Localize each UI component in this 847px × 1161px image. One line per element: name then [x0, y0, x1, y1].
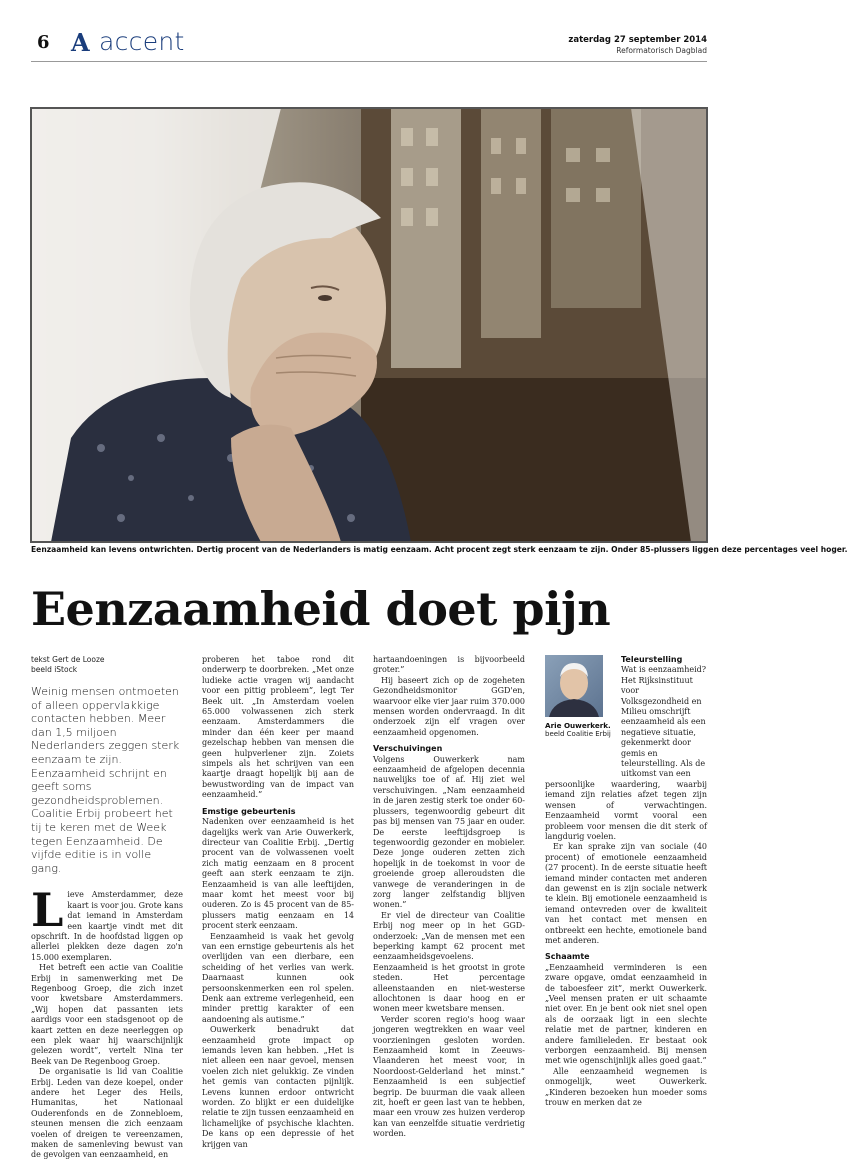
column-4: [545, 655, 707, 1108]
article-headline: Eenzaamheid doet pijn: [31, 582, 611, 636]
column-3: [373, 655, 525, 1140]
paragraph: Verder scoren regio's hoog waar jongeren wegtrekken en waar veel voorzieningen gesloten worden. Eenzaamheid komt in Zeeuws-Vlaanderen het meest voor, in Noordoost-Gelderland het minst.” Eenzaamheid is een subjectief begrip. De buurman die vaak alleen zit, hoeft er geen last van te hebben, maar een vrouw zes huizen verderop kan van eenzelfde situatie verdrietig worden.: [373, 1014, 525, 1139]
portrait-photo: [545, 655, 603, 717]
text-credit: tekst Gert de Looze: [31, 655, 105, 664]
issue-date: zaterdag 27 september 2014: [568, 35, 707, 45]
paragraph: De organisatie is lid van Coalitie Erbij. Leden van deze koepel, onder andere het Leger des Heils, Humanitas, het Nationaal Ouderenfonds en de Zonnebloem, steunen mensen die zich eenzaam voelen of dreigen te vereenzamen, maken de samenleving bewust van de gevolgen van eenzaamheid, en: [31, 1067, 183, 1160]
portrait-name: Arie Ouwerkerk.: [545, 721, 611, 730]
page-number: 6: [37, 32, 50, 53]
paragraph: Wat is eenzaamheid? Het Rijksinstituut voor Volksgezondheid en Milieu omschrijft eenzaamheid als een negatieve situatie, gekenmerkt door gemis en teleurstelling. Als de uitkomst van een: [621, 665, 707, 779]
paragraph: Nadenken over eenzaamheid is het dagelijks werk van Arie Ouwerkerk, directeur van Coalitie Erbij. „Dertig procent van de volwassenen voelt zich matig eenzaam en 8 procent geeft aan sterk eenzaam te zijn. Eenzaamheid is van alle leeftijden, maar komt het meest voor bij ouderen. Zo is 45 procent van de 85-plussers matig eenzaam en 14 procent sterk eenzaam.: [202, 817, 354, 931]
subheading: Verschuivingen: [373, 744, 443, 754]
image-credit: beeld iStock: [31, 665, 78, 674]
paragraph: Het betreft een actie van Coalitie Erbij in samenwerking met De Regenboog Groep, die zich inzet voor kwetsbare Amsterdammers. „Wij hopen dat passanten iets aardigs voor een stadsgenoot op de kaart zetten en deze neerleggen op een plek waar hij waarschijnlijk gelezen wordt”, vertelt Nina ter Beek van De Regenboog Groep.: [31, 963, 183, 1066]
paragraph: Lieve Amsterdammer, deze kaart is voor jou. Grote kans dat iemand in Amsterdam een kaartje vindt met dit opschrift. In de hoofdstad liggen op allerlei plekken deze dagen zo'n 15.000 exemplaren.: [31, 883, 183, 962]
photo-caption: Eenzaamheid kan levens ontwrichten. Dertig procent van de Nederlanders is matig eenzaam. Acht procent zegt sterk eenzaam te zijn. Onder 85-plussers liggen deze percentages veel hoger.: [31, 545, 847, 554]
paragraph: „Eenzaamheid verminderen is een zware opgave, omdat eenzaamheid in de taboesfeer zit”, merkt Ouwerkerk. „Veel mensen praten er uit schaamte niet over. En je bent ook niet snel open als de oorzaak ligt in een slechte relatie met de partner, kinderen en andere familieleden. Er bestaat ook verborgen eenzaamheid. Bij mensen met wie ogenschijnlijk alles goed gaat.”: [545, 962, 707, 1066]
page-header: [31, 28, 707, 62]
paragraph: Alle eenzaamheid wegnemen is onmogelijk, weet Ouwerkerk. „Kinderen bezoeken hun moeder soms trouw en merken dat ze: [545, 1066, 707, 1108]
paragraph: Volgens Ouwerkerk nam eenzaamheid de afgelopen decennia nauwelijks toe of af. Hij ziet wel verschuivingen. „Nam eenzaamheid in de jaren zestig sterk toe onder 60-plussers, tegenwoordig gebeurt dit pas bij mensen van 75 jaar en ouder. De eerste leeftijdsgroep is tegenwoordig gezonder en mobieler. Deze jonge ouderen zetten zich hopelijk in de toekomst in voor de groeiende groep alleroudsten die vanwege de veranderingen in de zorg langer zelfstandig blijven wonen.”: [373, 754, 525, 910]
paragraph: Er kan sprake zijn van sociale (40 procent) of emotionele eenzaamheid (27 procent). In de eerste situatie heeft iemand minder contacten met anderen dan gewenst en is zijn sociale netwerk te klein. Bij emotionele eenzaamheid is iemand ontevreden over de kwaliteit van het contact met mensen en ontbreekt een hechte, emotionele band met anderen.: [545, 842, 707, 945]
portrait-block: [545, 655, 611, 739]
article-intro: Weinig mensen ontmoeten of alleen oppervlakkige contacten hebben. Meer dan 1,5 miljoen Nederlanders zeggen sterk eenzaam te zijn. Eenzaamheid schrijnt en geeft soms gezondheidsproblemen. Coalitie Erbij probeert het tij te keren met de Week tegen Eenzaamheid. De vijfde editie is in volle gang.: [31, 685, 180, 875]
portrait-credit: beeld Coalitie Erbij: [545, 730, 611, 738]
paragraph: Er viel de directeur van Coalitie Erbij nog meer op in het GGD-onderzoek: „Van de mensen met een beperking kampt 62 procent met eenzaamheidsgevoelens. Eenzaamheid is het grootst in grote steden. Het percentage alleenstaanden en niet-westerse allochtonen is daar hoog en er wonen meer kwetsbare mensen.: [373, 910, 525, 1014]
drop-cap: L: [31, 883, 64, 938]
subheading: Schaamte: [545, 952, 590, 962]
paragraph: Ouwerkerk benadrukt dat eenzaamheid grote impact op iemands leven kan hebben. „Het is niet alleen een naar gevoel, mensen voelen zich niet gelukkig. Ze vinden het gemis van contacten pijnlijk. Levens kunnen erdoor ontwricht worden. Zo blijkt er een duidelijke relatie te zijn tussen eenzaamheid en lichamelijke of psychische klachten. De kans op een depressie of het krijgen van: [202, 1025, 354, 1149]
paragraph: Eenzaamheid is vaak het gevolg van een ernstige gebeurtenis als het overlijden van een dierbare, een scheiding of het verlies van werk. Daarnaast kunnen ook persoonskenmerken een rol spelen. Denk aan extreme verlegenheid, een minder prettig karakter of een aandoening als autisme.”: [202, 931, 354, 1024]
newspaper-name: Reformatorisch Dagblad: [616, 46, 707, 55]
paragraph: proberen het taboe rond dit onderwerp te doorbreken. „Met onze ludieke actie vragen wij aandacht voor een pittig probleem”, legt Ter Beek uit. „In Amsterdam voelen 65.000 volwassenen zich sterk eenzaam. Amsterdammers die minder dan één keer per maand gezelschap hebben van mensen die geen hulpverlener zijn. Zoiets simpels als het schrijven van een kaartje draagt hopelijk bij aan de bewustwording van de impact van eenzaamheid.”: [202, 655, 354, 800]
column-2: [202, 655, 354, 1150]
subheading: Emstige gebeurtenis: [202, 806, 296, 816]
paragraph: persoonlijke waardering, waarbij iemand zijn relaties afzet tegen zijn wensen of verwachtingen. Eenzaamheid vormt vooral een probleem voor mensen die dit sterk of langdurig voelen.: [545, 779, 707, 841]
subheading: Teleurstelling: [621, 655, 683, 664]
section-name: accent: [99, 27, 185, 56]
section-logo: A: [71, 28, 90, 57]
window-woman-illustration: [31, 108, 707, 542]
article-photo: [31, 108, 707, 542]
paragraph: hartaandoeningen is bijvoorbeeld groter.”: [373, 655, 525, 675]
paragraph: Hij baseert zich op de zogeheten Gezondheidsmonitor GGD'en, waarvoor elke vier jaar ruim 370.000 mensen worden ondervraagd. In dit onderzoek zijn elf vragen over eenzaamheid opgenomen.: [373, 675, 525, 737]
column-1: [31, 655, 183, 1161]
